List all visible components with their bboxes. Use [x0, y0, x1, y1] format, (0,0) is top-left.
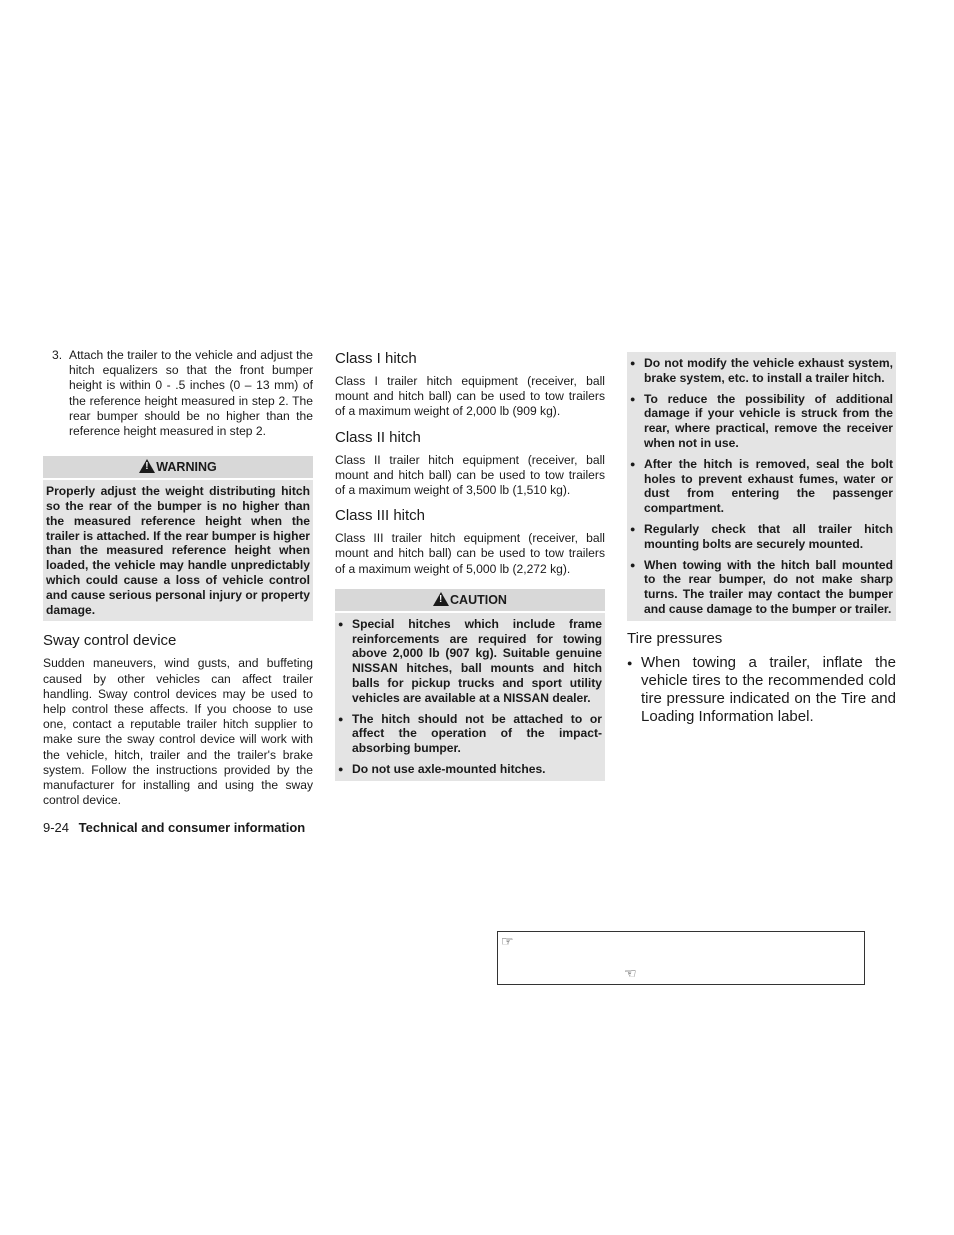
- caution-title-bar: [335, 589, 605, 611]
- note-box: [497, 931, 865, 985]
- tire-heading: Tire pressures: [627, 629, 723, 647]
- column-left: [43, 348, 313, 808]
- warning-text: Properly adjust the weight distributing hitch so the rear of the bumper is no higher than the measured reference height when the trailer is attached. If the rear bumper is higher than the measured reference height when loaded, the vehicle may handle unpredictably which could cause a loss of vehicle control and cause serious personal injury or property damage.: [43, 480, 313, 621]
- caution-item: ● The hitch should not be attached to or affect the operation of the impact-absorbing bumper.: [338, 712, 602, 756]
- class1-text: Class I trailer hitch equipment (receiver, ball mount and hitch ball) can be used to tow trailers of a maximum weight of 2,000 lb (909 kg).: [335, 374, 605, 419]
- caution-list-box: [335, 613, 605, 781]
- warning-title: WARNING: [156, 460, 217, 475]
- caution-title: CAUTION: [450, 592, 507, 607]
- caution-item: ● Special hitches which include frame reinforcements are required for towing above 2,000 lb (907 kg). Suitable genuine NISSAN hitches, ball mounts and hitch balls for pickup trucks and sport utility vehicles are available at a NISSAN dealer.: [338, 617, 602, 706]
- step-3: [43, 348, 313, 439]
- warning-title-bar: [43, 456, 313, 478]
- caution-box: [335, 589, 605, 781]
- section-title: Technical and consumer information: [78, 820, 306, 835]
- caution-continued-box: [627, 352, 896, 621]
- class3-heading: Class III hitch: [335, 507, 426, 525]
- sway-heading: Sway control device: [43, 632, 177, 650]
- caution-item: ● When towing with the hitch ball mounted to the rear bumper, do not make sharp turns. The trailer may contact the bumper and cause damage to the bumper or trailer.: [630, 558, 893, 617]
- hand-back-icon: ☜: [624, 965, 637, 981]
- step-text: Attach the trailer to the vehicle and adjust the hitch equalizers so that the front bumper height is within 0 - .5 inches (0 – 13 mm) of the reference height measured in step 2. The rear bumper should be no higher than the reference height measured in step 2.: [69, 348, 313, 439]
- caution-item: ● Regularly check that all trailer hitch mounting bolts are securely mounted.: [630, 522, 893, 552]
- tire-item: ● When towing a trailer, inflate the vehicle tires to the recommended cold tire pressure indicated on the Tire and Loading Information label.: [627, 654, 896, 726]
- caution-item: ● After the hitch is removed, seal the bolt holes to prevent exhaust fumes, water or dust from entering the passenger compartment.: [630, 457, 893, 516]
- caution-item: ● Do not use axle-mounted hitches.: [338, 762, 602, 777]
- class2-text: Class II trailer hitch equipment (receiver, ball mount and hitch ball) can be used to tow trailers of a maximum weight of 3,500 lb (1,510 kg).: [335, 452, 605, 498]
- caution-triangle-icon: [433, 592, 449, 606]
- page-footer: [43, 820, 305, 836]
- sway-text: Sudden maneuvers, wind gusts, and buffeting caused by other vehicles can affect trailer handling. Sway control devices may be used to help control these affects. If you choose to use one, contact a reputable trailer hitch supplier to make sure the sway control device will work with the vehicle, hitch, trailer and the trailer's brake system. Follow the instructions provided by the manufacturer for installing and using the sway control device.: [43, 656, 313, 808]
- tire-list: [627, 654, 896, 726]
- step-number: 3.: [52, 348, 63, 362]
- caution-item: ● To reduce the possibility of additional damage if your vehicle is struck from the rear, where practical, remove the receiver when not in use.: [630, 392, 893, 451]
- class3-text: Class III trailer hitch equipment (receiver, ball mount and hitch ball) can be used to tow trailers of a maximum weight of 5,000 lb (2,272 kg).: [335, 531, 605, 576]
- caution-item: ● Do not modify the vehicle exhaust system, brake system, etc. to install a trailer hitch.: [630, 356, 893, 386]
- class1-heading: Class I hitch: [335, 350, 417, 367]
- page-number: 9-24: [43, 820, 70, 835]
- hand-pointer-icon: ☞: [501, 933, 514, 949]
- column-middle: [335, 348, 605, 781]
- class2-heading: Class II hitch: [335, 428, 421, 446]
- warning-triangle-icon: [139, 459, 155, 473]
- column-right: [627, 348, 896, 726]
- warning-box: [43, 456, 313, 621]
